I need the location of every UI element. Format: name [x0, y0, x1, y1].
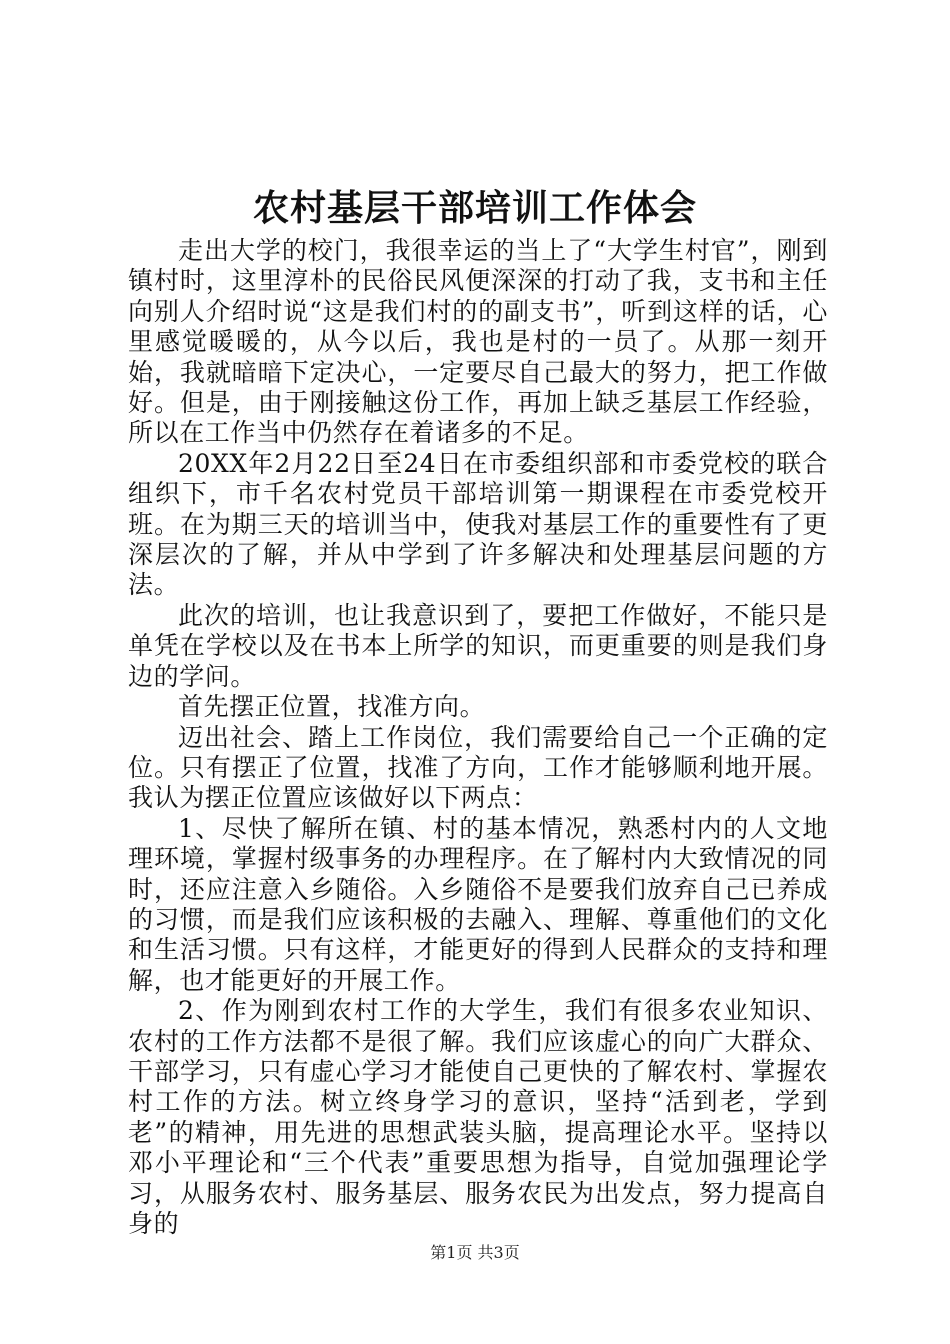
paragraph-7: 2、作为刚到农村工作的大学生，我们有很多农业知识、农村的工作方法都不是很了解。我们应该虚心的向广大群众、干部学习，只有虚心学习才能使自己更快的了解农村、掌握农村工作的方法。树立终身学习的意识，坚持“活到老，学到老”的精神，用先进的思想武装头脑，提高理论水平。坚持以邓小平理论和“三个代表”重要思想为指导，自觉加强理论学习，从服务农村、服务基层、服务农民为出发点，努力提高自身的	[128, 996, 828, 1238]
document-title: 农村基层干部培训工作体会	[252, 187, 697, 229]
document-body	[128, 236, 828, 1239]
paragraph-3: 此次的培训，也让我意识到了，要把工作做好，不能只是单凭在学校以及在书本上所学的知识，而更重要的则是我们身边的学问。	[128, 600, 828, 691]
paragraph-5: 迈出社会、踏上工作岗位，我们需要给自己一个正确的定位。只有摆正了位置，找准了方向，工作才能够顺利地开展。我认为摆正位置应该做好以下两点：	[128, 722, 828, 813]
paragraph-6: 1、尽快了解所在镇、村的基本情况，熟悉村内的人文地理环境，掌握村级事务的办理程序。在了解村内大致情况的同时，还应注意入乡随俗。入乡随俗不是要我们放弃自己已养成的习惯，而是我们应该积极的去融入、理解、尊重他们的文化和生活习惯。只有这样，才能更好的得到人民群众的支持和理解，也才能更好的开展工作。	[128, 813, 828, 995]
paragraph-2: 20XX年2月22日至24日在市委组织部和市委党校的联合组织下，市千名农村党员干部培训第一期课程在市委党校开班。在为期三天的培训当中，使我对基层工作的重要性有了更深层次的了解，并从中学到了许多解决和处理基层问题的方法。	[128, 448, 828, 600]
paragraph-1: 走出大学的校门，我很幸运的当上了“大学生村官”，刚到镇村时，这里淳朴的民俗民风便深深的打动了我，支书和主任向别人介绍时说“这是我们村的的副支书”，听到这样的话，心里感觉暖暖的，从今以后，我也是村的一员了。从那一刻开始，我就暗暗下定决心，一定要尽自己最大的努力，把工作做好。但是，由于刚接触这份工作，再加上缺乏基层工作经验，所以在工作当中仍然存在着诸多的不足。	[128, 236, 828, 448]
paragraph-4: 首先摆正位置，找准方向。	[178, 692, 486, 722]
page-footer: 第1页 共3页	[430, 1243, 520, 1262]
